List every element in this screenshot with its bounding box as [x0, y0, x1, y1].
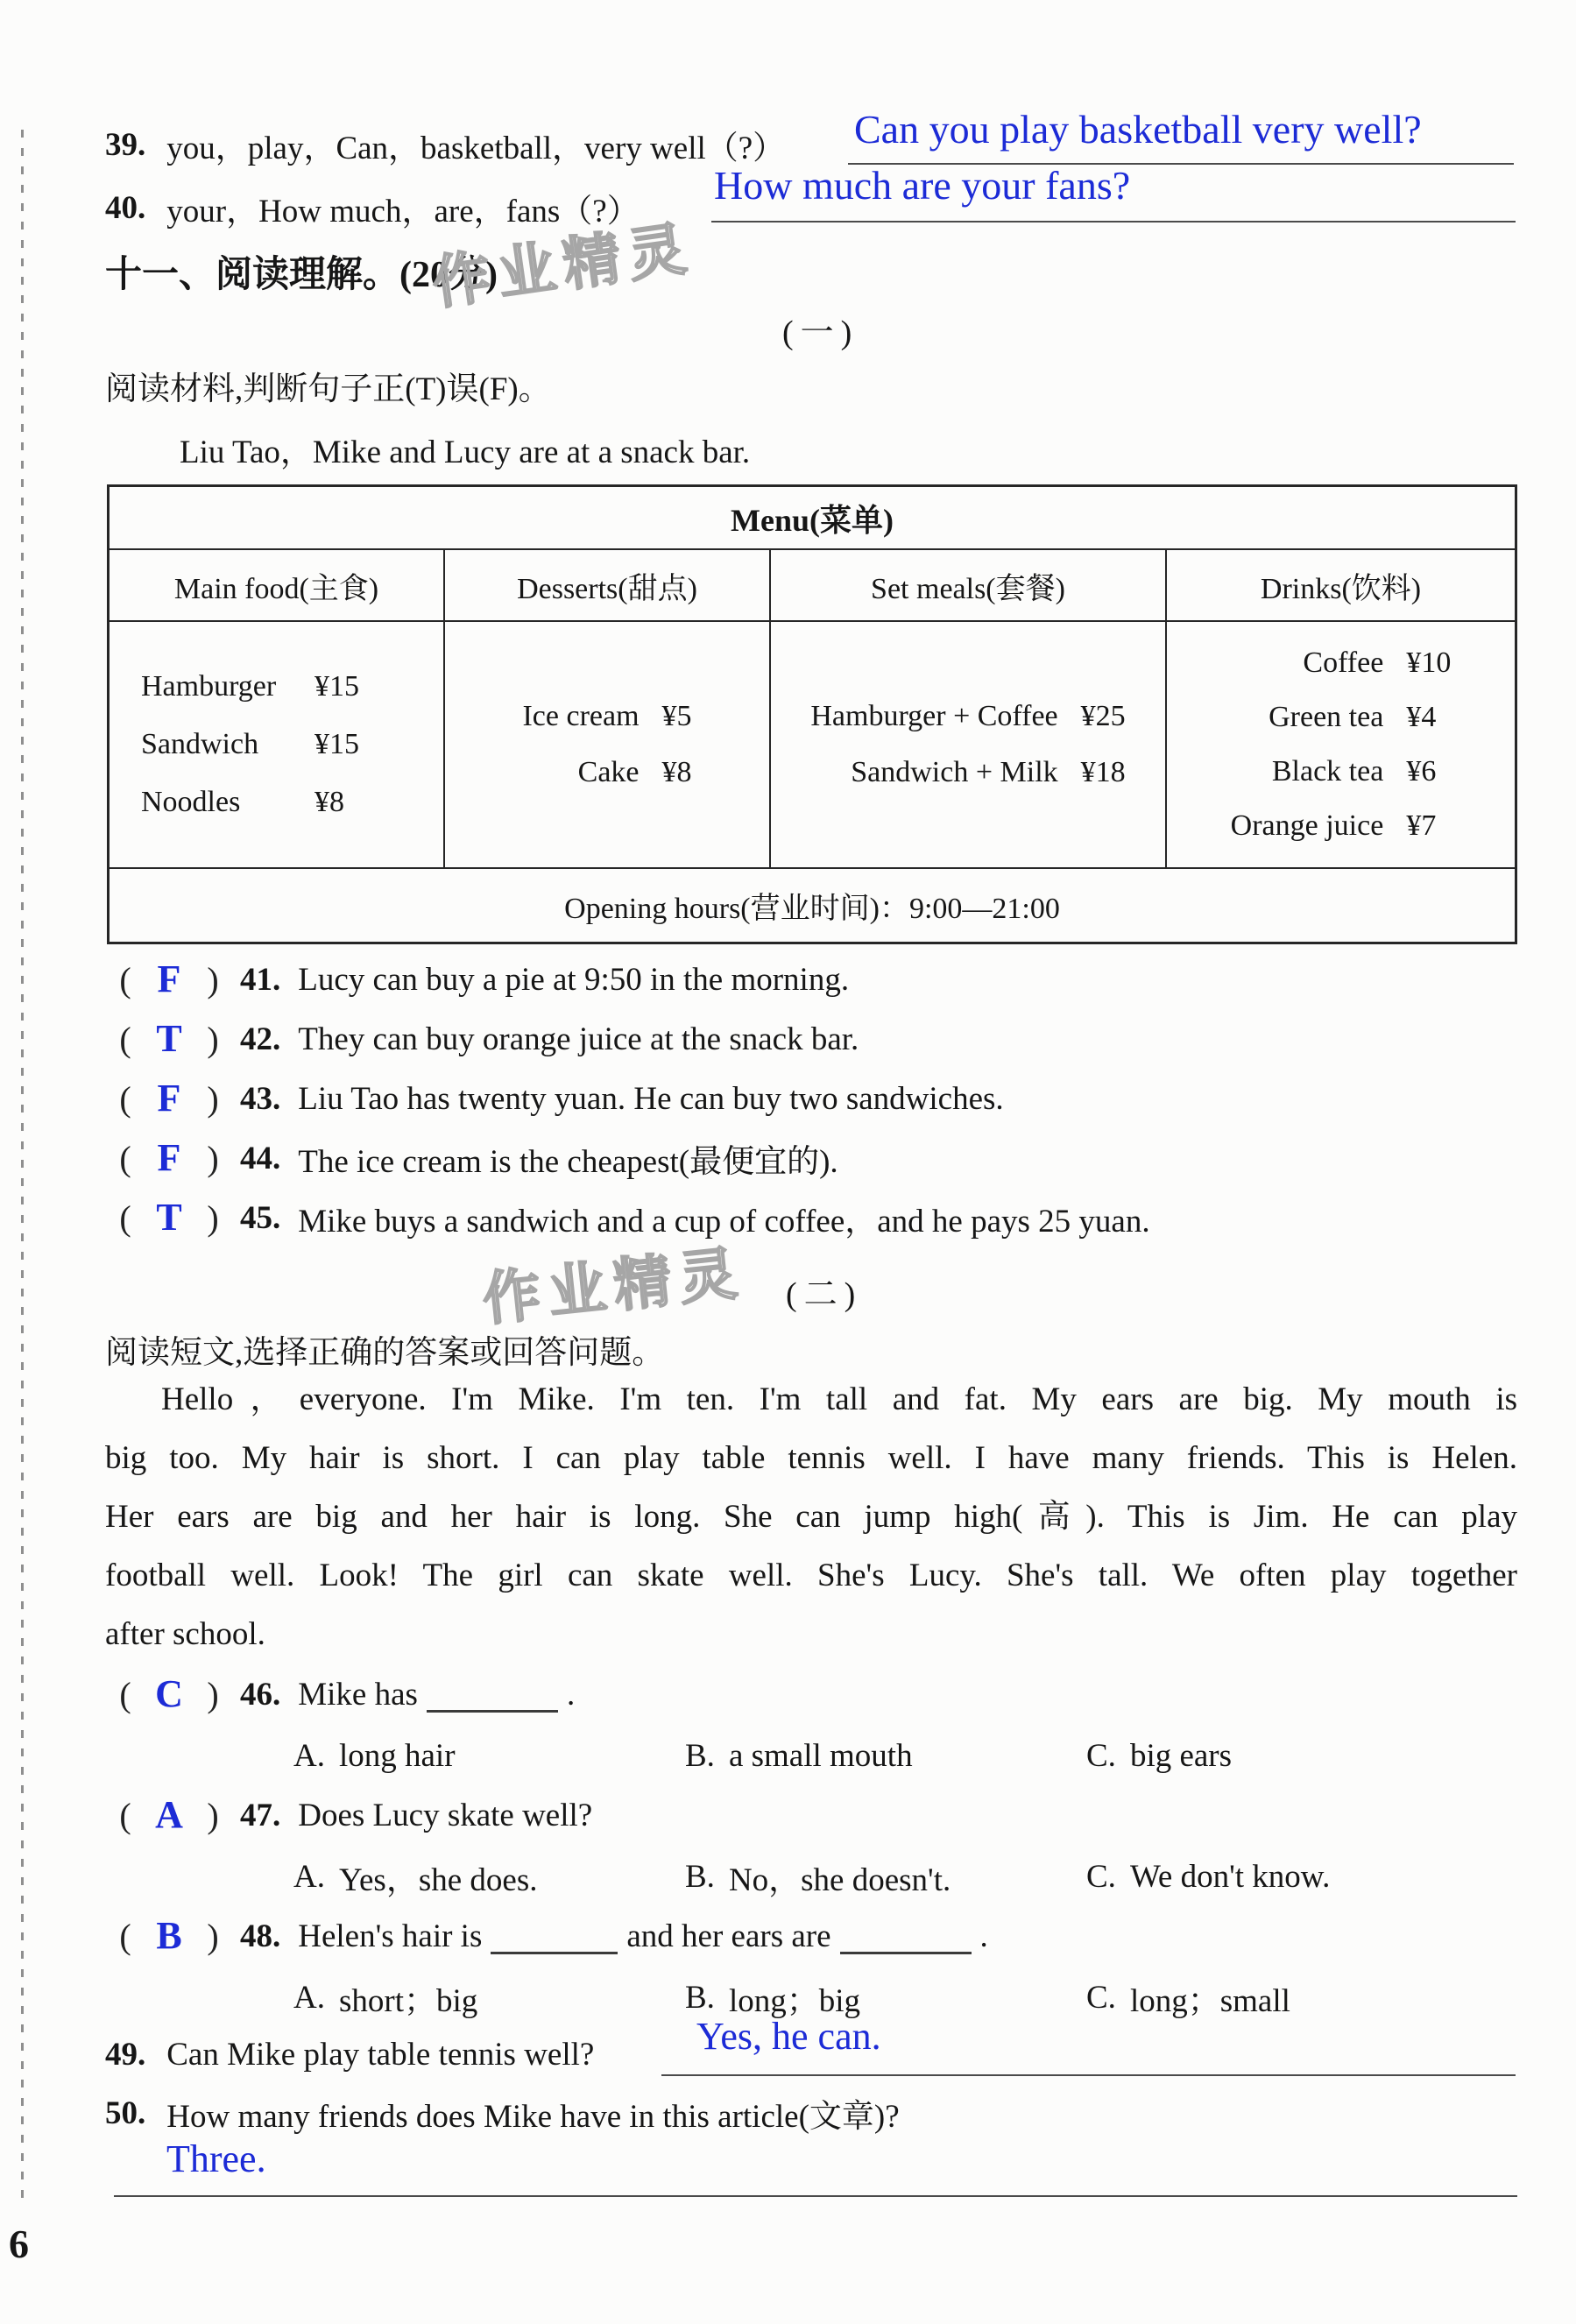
menu-header-drinks: Drinks(饮料) — [1167, 550, 1515, 622]
paren-open: ( — [119, 1019, 131, 1059]
fill-blank — [491, 1918, 618, 1954]
mcq-answer-46: C — [155, 1672, 183, 1715]
option-c — [1086, 1973, 1290, 2022]
option-a — [293, 1731, 456, 1780]
paren-open: ( — [119, 959, 131, 1000]
question-text: They can buy orange juice at the snack bar. — [298, 1021, 859, 1057]
item-price: ¥10 — [1406, 646, 1452, 679]
paren-close: ) — [207, 1916, 219, 1956]
passage-line: Hello，everyone. I'm Mike. I'm ten. I'm tall and fat. My ears are big. My mouth is — [161, 1381, 1517, 1417]
mcq-answer-47: A — [155, 1793, 183, 1836]
item-name: Black tea — [1271, 755, 1384, 788]
item-price: ¥8 — [314, 786, 344, 818]
paren-close: ) — [207, 1019, 219, 1059]
item-price: ¥25 — [1080, 700, 1126, 732]
passage-line: big too. My hair is short. I can play table tennis well. I have many friends. This is Helen. — [105, 1440, 1517, 1476]
question-40 — [105, 184, 640, 231]
question-text: Mike buys a sandwich and a cup of coffee，and he pays 25 yuan. — [298, 1204, 1150, 1240]
tf-question-44 — [105, 1132, 838, 1184]
option-text: short；big — [338, 1983, 478, 2019]
item-name: Green tea — [1269, 701, 1384, 733]
paren-close: ) — [207, 959, 219, 1000]
option-text: long；big — [728, 1983, 860, 2019]
tf-question-41 — [105, 953, 849, 1006]
question-text: Helen's hair is — [298, 1918, 483, 1954]
part2-label: (二) — [786, 1276, 863, 1313]
item-price: ¥15 — [314, 670, 359, 703]
tf-answer-43: F — [157, 1077, 181, 1120]
mcq-question-46 — [105, 1668, 575, 1720]
option-text: long hair — [338, 1737, 456, 1774]
option-label: A. — [293, 1737, 325, 1774]
question-number: 49. — [105, 2036, 146, 2073]
reading-passage — [105, 1370, 1517, 1664]
question-text-after: . — [566, 1676, 576, 1713]
question-text: Liu Tao has twenty yuan. He can buy two sandwiches. — [298, 1080, 1004, 1117]
item-name: Noodles — [141, 786, 241, 818]
question-text-after: . — [979, 1918, 988, 1954]
question-number: 43. — [240, 1080, 281, 1117]
answer-line-49 — [661, 2074, 1516, 2076]
tf-answer-44: F — [157, 1136, 181, 1179]
item-name: Orange juice — [1230, 809, 1384, 842]
option-text: big ears — [1129, 1737, 1233, 1774]
tf-question-42 — [105, 1013, 859, 1065]
question-49 — [105, 2028, 594, 2080]
option-text: No，she doesn't. — [728, 1862, 951, 1898]
option-text: Yes，she does. — [338, 1862, 538, 1898]
paren-close: ) — [207, 1674, 219, 1714]
menu-cell-main-food — [110, 622, 445, 869]
menu-header-set-meals: Set meals(套餐) — [771, 550, 1167, 622]
paren-open: ( — [119, 1795, 131, 1835]
menu-cell-desserts — [445, 622, 771, 869]
answer-line-50 — [114, 2195, 1517, 2197]
question-text: Does Lucy skate well? — [298, 1797, 593, 1833]
question-50 — [105, 2087, 900, 2139]
question-number: 48. — [240, 1918, 281, 1954]
question-text: your，How much，are，fans（?） — [166, 194, 640, 230]
menu-opening-hours: Opening hours(营业时间)：9:00—21:00 — [564, 893, 1060, 925]
question-number: 47. — [240, 1797, 281, 1833]
answer-49: Yes, he can. — [696, 2015, 881, 2058]
item-price: ¥15 — [314, 728, 359, 760]
option-text: long；small — [1129, 1983, 1290, 2019]
item-name: Coffee — [1303, 646, 1384, 679]
passage-line: after school. — [105, 1616, 265, 1652]
paren-open: ( — [119, 1078, 131, 1119]
tf-question-45 — [105, 1191, 1150, 1244]
option-c — [1086, 1852, 1330, 1901]
options-46 — [105, 1731, 1542, 1780]
answer-line-40 — [711, 221, 1516, 223]
question-number: 39. — [105, 126, 146, 163]
watermark: 作业精灵 — [479, 1241, 748, 1333]
tf-question-43 — [105, 1072, 1004, 1125]
question-text: The ice cream is the cheapest(最便宜的). — [298, 1144, 838, 1180]
item-price: ¥6 — [1406, 755, 1437, 788]
item-name: Hamburger + Coffee — [810, 700, 1058, 732]
mcq-answer-48: B — [156, 1914, 182, 1957]
question-text: and her ears are — [626, 1918, 831, 1954]
option-label: B. — [685, 1979, 715, 2016]
question-text: How many friends does Mike have in this article(文章)? — [166, 2099, 900, 2135]
paren-open: ( — [119, 1674, 131, 1714]
question-number: 50. — [105, 2094, 146, 2131]
paren-close: ) — [207, 1138, 219, 1178]
question-number: 46. — [240, 1676, 281, 1713]
option-label: A. — [293, 1979, 325, 2016]
mcq-question-48 — [105, 1910, 988, 1962]
binding-margin-rule — [21, 130, 24, 2201]
section-heading: 十一、阅读理解。(20分) — [105, 255, 498, 295]
option-label: C. — [1086, 1737, 1116, 1774]
option-a — [293, 1852, 537, 1901]
tf-answer-42: T — [156, 1017, 182, 1060]
question-text: Can Mike play table tennis well? — [166, 2036, 595, 2073]
part2-instruction: 阅读短文,选择正确的答案或回答问题。 — [105, 1335, 665, 1371]
option-a — [293, 1973, 477, 2022]
item-name: Cake — [577, 756, 640, 788]
item-name: Sandwich + Milk — [851, 756, 1058, 788]
page-number: 6 — [9, 2222, 29, 2266]
question-text: Mike has — [298, 1676, 418, 1713]
part1-label: (一) — [782, 314, 859, 351]
option-label: B. — [685, 1858, 715, 1895]
paren-close: ) — [207, 1197, 219, 1238]
option-label: C. — [1086, 1858, 1116, 1895]
fill-blank — [840, 1918, 972, 1954]
question-number: 40. — [105, 189, 146, 226]
option-b — [685, 1731, 913, 1780]
option-text: We don't know. — [1129, 1858, 1331, 1895]
paren-close: ) — [207, 1795, 219, 1835]
menu-cell-set-meals — [771, 622, 1167, 869]
option-label: B. — [685, 1737, 715, 1774]
item-price: ¥4 — [1406, 701, 1437, 733]
item-price: ¥8 — [661, 756, 692, 788]
item-name: Sandwich — [141, 728, 259, 760]
option-c — [1086, 1731, 1232, 1780]
answer-40: How much are your fans? — [714, 163, 1131, 208]
passage-line: football well. Look! The girl can skate well. She's Lucy. She's tall. We often play together — [105, 1558, 1517, 1593]
question-number: 42. — [240, 1021, 281, 1057]
answer-39: Can you play basketball very well? — [854, 107, 1422, 152]
question-text: you，play，Can，basketball，very well（?） — [166, 131, 786, 166]
menu-table — [107, 484, 1517, 944]
menu-title: Menu(菜单) — [110, 487, 1515, 550]
part1-intro: Liu Tao，Mike and Lucy are at a snack bar. — [180, 434, 751, 470]
question-number: 44. — [240, 1140, 281, 1176]
menu-cell-drinks — [1167, 622, 1515, 869]
fill-blank — [427, 1676, 558, 1713]
item-price: ¥5 — [661, 700, 692, 732]
item-name: Hamburger — [141, 670, 277, 703]
passage-line: Her ears are big and her hair is long. She can jump high(高). This is Jim. He can play — [105, 1499, 1517, 1535]
question-number: 45. — [240, 1199, 281, 1236]
part1-instruction: 阅读材料,判断句子正(T)误(F)。 — [105, 371, 551, 407]
mcq-question-47 — [105, 1789, 592, 1841]
question-39 — [105, 121, 785, 168]
option-b — [685, 1852, 951, 1901]
tf-answer-41: F — [157, 957, 181, 1000]
paren-open: ( — [119, 1916, 131, 1956]
option-label: A. — [293, 1858, 325, 1895]
paren-open: ( — [119, 1138, 131, 1178]
item-price: ¥18 — [1080, 756, 1126, 788]
paren-open: ( — [119, 1197, 131, 1238]
item-name: Ice cream — [522, 700, 640, 732]
item-price: ¥7 — [1406, 809, 1437, 842]
question-number: 41. — [240, 961, 281, 998]
options-47 — [105, 1852, 1542, 1901]
answer-50: Three. — [166, 2137, 266, 2180]
option-label: C. — [1086, 1979, 1116, 2016]
option-text: a small mouth — [728, 1737, 913, 1774]
question-text: Lucy can buy a pie at 9:50 in the morning. — [298, 961, 850, 998]
watermark: 作业精灵 — [428, 216, 698, 317]
tf-answer-45: T — [156, 1196, 182, 1239]
menu-header-main-food: Main food(主食) — [110, 550, 445, 622]
paren-close: ) — [207, 1078, 219, 1119]
menu-header-desserts: Desserts(甜点) — [445, 550, 771, 622]
